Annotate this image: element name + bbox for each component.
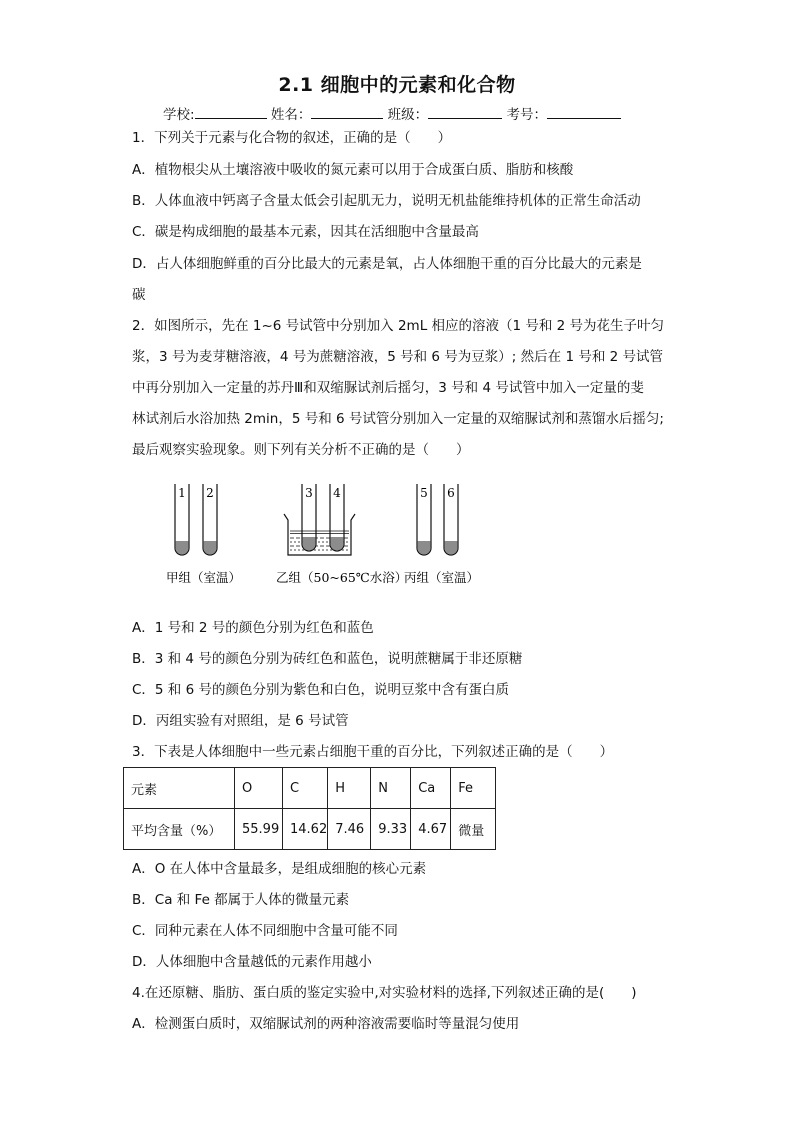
school-blank[interactable] bbox=[195, 104, 267, 119]
test-tube-5 bbox=[417, 484, 431, 555]
question-1-option-b: B．人体血液中钙离子含量太低会引起肌无力，说明无机盐能维持机体的正常生命活动 bbox=[132, 193, 641, 209]
table-row bbox=[124, 809, 496, 850]
exam-number-label: 考号： bbox=[506, 107, 547, 123]
test-tube-1 bbox=[175, 484, 189, 555]
question-4-option-a: A．检测蛋白质时，双缩脲试剂的两种溶液需要临时等量混匀使用 bbox=[132, 1016, 520, 1032]
question-1-option-d-line-2: 碳 bbox=[132, 287, 146, 303]
question-2-option-d: D．丙组实验有对照组，是 6 号试管 bbox=[132, 713, 349, 729]
question-2-stem-line-4: 林试剂后水浴加热 2min，5 号和 6 号试管分别加入一定量的双缩脲试剂和蒸馏水后摇匀; bbox=[132, 411, 664, 427]
question-2-stem-line-1: 2．如图所示，先在 1~6 号试管中分别加入 2mL 相应的溶液（1 号和 2 号为花生子叶匀 bbox=[132, 318, 665, 334]
question-4-stem: 4.在还原糖、脂肪、蛋白质的鉴定实验中,对实验材料的选择,下列叙述正确的是( ) bbox=[132, 985, 637, 1001]
table-cell: H bbox=[328, 768, 371, 809]
question-1-option-c: C．碳是构成细胞的最基本元素，因其在活细胞中含量最高 bbox=[132, 224, 479, 240]
question-2-stem-line-5: 最后观察实验现象。则下列有关分析不正确的是（ ） bbox=[132, 442, 470, 458]
table-cell: 元素 bbox=[124, 768, 235, 809]
name-blank[interactable] bbox=[311, 104, 383, 119]
table-cell: 4.67 bbox=[411, 809, 451, 850]
group-jia-caption: 甲组（室温） bbox=[166, 570, 242, 585]
table-cell: N bbox=[371, 768, 411, 809]
school-label: 学校: bbox=[163, 107, 195, 123]
table-header-row bbox=[124, 768, 496, 809]
question-1-stem: 1．下列关于元素与化合物的叙述，正确的是（ ） bbox=[132, 130, 452, 146]
test-tube-diagram bbox=[160, 478, 500, 593]
tube-1-label: 1 bbox=[178, 486, 186, 500]
table-cell: 55.99 bbox=[235, 809, 283, 850]
group-yi-caption: 乙组（50~65℃水浴） bbox=[276, 570, 408, 585]
element-content-table bbox=[123, 767, 496, 850]
exam-number-blank[interactable] bbox=[547, 104, 621, 119]
page-title: 2.1 细胞中的元素和化合物 bbox=[278, 74, 516, 96]
question-2-option-c: C．5 和 6 号的颜色分别为紫色和白色，说明豆浆中含有蛋白质 bbox=[132, 682, 509, 698]
question-2-stem-line-2: 浆，3 号为麦芽糖溶液，4 号为蔗糖溶液，5 号和 6 号为豆浆）; 然后在 1 号和 2 号试管 bbox=[132, 349, 663, 365]
tube-2-label: 2 bbox=[206, 486, 214, 500]
question-2-option-b: B．3 和 4 号的颜色分别为砖红色和蓝色，说明蔗糖属于非还原糖 bbox=[132, 651, 523, 667]
tube-3-label: 3 bbox=[305, 486, 313, 500]
question-3-stem: 3．下表是人体细胞中一些元素占细胞干重的百分比，下列叙述正确的是（ ） bbox=[132, 744, 614, 760]
class-label: 班级： bbox=[387, 107, 429, 123]
table-cell: Fe bbox=[451, 768, 496, 809]
table-cell: O bbox=[235, 768, 283, 809]
table-cell: 9.33 bbox=[371, 809, 411, 850]
question-2-option-a: A．1 号和 2 号的颜色分别为红色和蓝色 bbox=[132, 620, 374, 636]
test-tube-2 bbox=[203, 484, 217, 555]
table-cell: 7.46 bbox=[328, 809, 371, 850]
table-cell: 14.62 bbox=[283, 809, 328, 850]
student-info-row bbox=[163, 103, 621, 123]
tube-5-label: 5 bbox=[420, 486, 428, 500]
table-cell: Ca bbox=[411, 768, 451, 809]
question-1-option-a: A．植物根尖从土壤溶液中吸收的氮元素可以用于合成蛋白质、脂肪和核酸 bbox=[132, 162, 574, 178]
tube-4-label: 4 bbox=[333, 486, 341, 500]
question-2-stem-line-3: 中再分别加入一定量的苏丹Ⅲ和双缩脲试剂后摇匀，3 号和 4 号试管中加入一定量的斐 bbox=[132, 380, 644, 396]
test-tube-3 bbox=[302, 484, 316, 551]
table-cell: 平均含量（%） bbox=[124, 809, 235, 850]
question-3-option-d: D．人体细胞中含量越低的元素作用越小 bbox=[132, 954, 372, 970]
table-cell: 微量 bbox=[451, 809, 496, 850]
question-1-option-d-line-1: D．占人体细胞鲜重的百分比最大的元素是氧，占人体细胞干重的百分比最大的元素是 bbox=[132, 256, 642, 272]
tube-6-label: 6 bbox=[447, 486, 455, 500]
question-3-option-b: B．Ca 和 Fe 都属于人体的微量元素 bbox=[132, 892, 350, 908]
class-blank[interactable] bbox=[428, 104, 502, 119]
test-tube-4 bbox=[330, 484, 344, 551]
group-bing-caption: 丙组（室温） bbox=[404, 570, 480, 585]
question-3-option-a: A．O 在人体中含量最多，是组成细胞的核心元素 bbox=[132, 861, 427, 877]
table-cell: C bbox=[283, 768, 328, 809]
test-tube-6 bbox=[444, 484, 458, 555]
name-label: 姓名： bbox=[270, 107, 312, 123]
test-tube-figure bbox=[160, 478, 500, 593]
question-3-option-c: C．同种元素在人体不同细胞中含量可能不同 bbox=[132, 923, 398, 939]
